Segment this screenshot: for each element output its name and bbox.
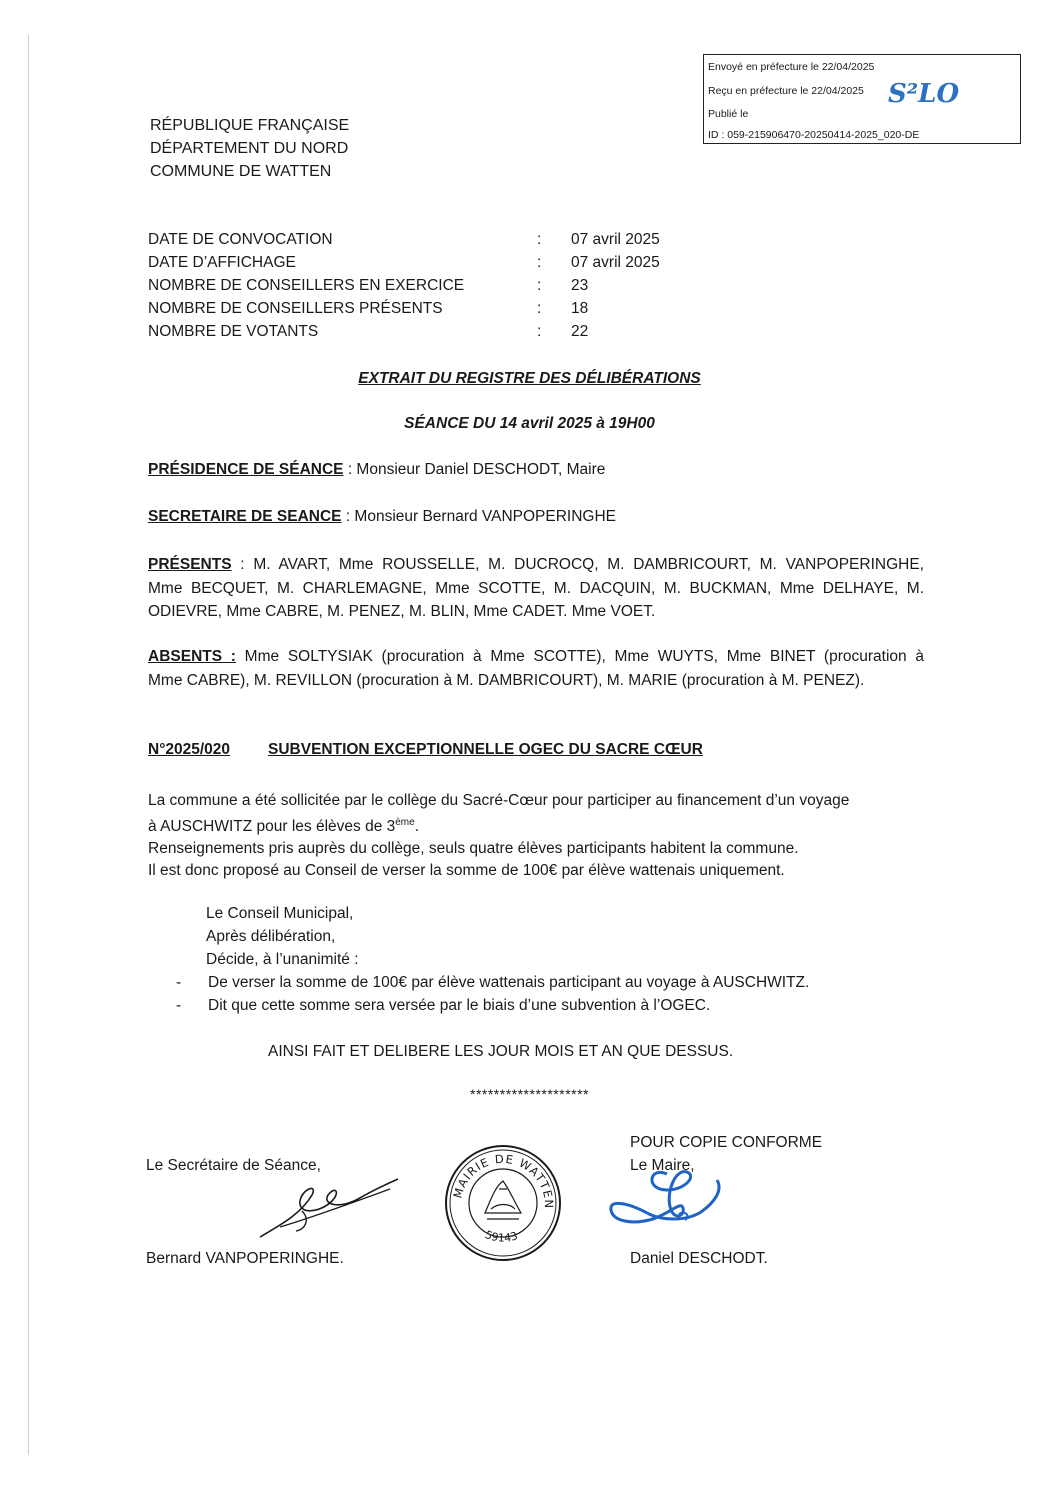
presents-block [148,553,924,624]
bullet-dash: - [176,997,182,1014]
meta-value: 18 [571,300,589,317]
header-republique: RÉPUBLIQUE FRANÇAISE [150,117,350,134]
deliberation-p2-end: . [414,818,420,835]
stamp-publie: Publié le [708,108,749,120]
stamp-initials: S²LO [888,79,960,109]
meta-value: 23 [571,277,589,294]
presents-line-2: Mme BECQUET, M. CHARLEMAGNE, Mme SCOTTE, M. DACQUIN, M. BUCKMAN, Mme DELHAYE, M. [148,579,924,597]
presents-label: PRÉSENTS [148,556,232,573]
maire-signature-icon [605,1160,735,1250]
secretaire-signature-icon [240,1165,410,1245]
absents-text-1: Mme SOLTYSIAK (procuration à Mme SCOTTE), Mme WUYTS, Mme BINET (procuration à [235,648,924,665]
maire-signature-title: Le Maire, [630,1157,695,1174]
absents-line-2: Mme CABRE), M. REVILLON (procuration à M. DAMBRICOURT), M. MARIE (procuration à M. PENEZ). [148,671,865,689]
decision-bullet-1: De verser la somme de 100€ par élève wattenais participant au voyage à AUSCHWITZ. [208,974,810,991]
deliberation-p1: La commune a été sollicitée par le collège du Sacré-Cœur pour participer au financement d’un voyage [148,792,850,809]
deliberation-p4: Il est donc proposé au Conseil de verser la somme de 100€ par élève wattenais uniquement. [148,862,785,879]
header-commune: COMMUNE DE WATTEN [150,163,332,180]
meta-label: NOMBRE DE CONSEILLERS EN EXERCICE [148,277,465,294]
meta-value: 07 avril 2025 [571,254,660,271]
meta-label: NOMBRE DE CONSEILLERS PRÉSENTS [148,300,443,317]
meta-value: 22 [571,323,589,340]
decision-bullet-2: Dit que cette somme sera versée par le biais d’une subvention à l’OGEC. [208,997,711,1014]
deliberation-number: N°2025/020 [148,741,231,758]
meta-value: 07 avril 2025 [571,231,660,248]
presidence-text: : Monsieur Daniel DESCHODT, Maire [343,461,606,478]
stamp-id: ID : 059-215906470-20250414-2025_020-DE [708,129,920,141]
deliberation-title: SUBVENTION EXCEPTIONNELLE OGEC DU SACRE CŒUR [268,741,703,758]
stamp-recu: Reçu en préfecture le 22/04/2025 [708,85,864,97]
stars-separator: ******************** [470,1086,589,1102]
meta-label: DATE DE CONVOCATION [148,231,333,248]
meta-colon: : [537,231,542,248]
meta-colon: : [537,277,542,294]
seal-top-text: MAIRIE DE WATTEN [450,1151,557,1210]
meta-label: NOMBRE DE VOTANTS [148,323,319,340]
absents-label: ABSENTS : [148,648,236,665]
presents-text-1: : M. AVART, Mme ROUSSELLE, M. DUCROCQ, M. DAMBRICOURT, M. VANPOPERINGHE, [231,556,924,573]
secretaire-name: Bernard VANPOPERINGHE. [146,1250,344,1267]
secretaire-line [148,508,616,526]
deliberation-p2: à AUSCHWITZ pour les élèves de 3 [148,818,396,835]
scan-edge-line [28,35,29,1455]
closing-formula: AINSI FAIT ET DELIBERE LES JOUR MOIS ET AN QUE DESSUS. [268,1043,734,1060]
mairie-seal-icon [443,1143,563,1263]
presidence-line [148,461,605,479]
copie-conforme: POUR COPIE CONFORME [630,1134,823,1151]
absents-line-1 [148,645,924,669]
seal-bottom-text: 59143 [483,1228,520,1245]
absents-block [148,645,924,692]
secretaire-label: SECRETAIRE DE SEANCE [148,508,342,525]
deliberation-p2-line [148,812,924,838]
secretaire-text: : Monsieur Bernard VANPOPERINGHE [341,508,616,525]
secretaire-signature-title: Le Secrétaire de Séance, [146,1157,321,1174]
bullet-dash: - [176,974,182,991]
presents-line-3: ODIEVRE, Mme CABRE, M. PENEZ, M. BLIN, Mme CADET. Mme VOET. [148,603,656,620]
presidence-label: PRÉSIDENCE DE SÉANCE [148,461,344,478]
deliberation-p3: Renseignements pris auprès du collège, seuls quatre élèves participants habitent la commune. [148,840,799,857]
deliberation-body [148,790,924,882]
prefecture-stamp [703,54,1021,144]
meta-colon: : [537,300,542,317]
presents-line-1 [148,553,924,577]
decision-decide: Décide, à l’unanimité : [206,951,359,968]
meta-colon: : [537,323,542,340]
svg-text:59143 [483,1228,519,1245]
decision-apres: Après délibération, [206,928,336,945]
meta-colon: : [537,254,542,271]
maire-name: Daniel DESCHODT. [630,1250,768,1267]
header-departement: DÉPARTEMENT DU NORD [150,140,349,157]
deliberation-p2-sup: ème [395,817,415,828]
stamp-envoye: Envoyé en préfecture le 22/04/2025 [708,61,875,73]
decision-conseil: Le Conseil Municipal, [206,905,354,922]
extrait-title: EXTRAIT DU REGISTRE DES DÉLIBÉRATIONS [358,370,701,387]
meta-label: DATE D’AFFICHAGE [148,254,296,271]
seance-title: SÉANCE DU 14 avril 2025 à 19H00 [404,415,655,432]
